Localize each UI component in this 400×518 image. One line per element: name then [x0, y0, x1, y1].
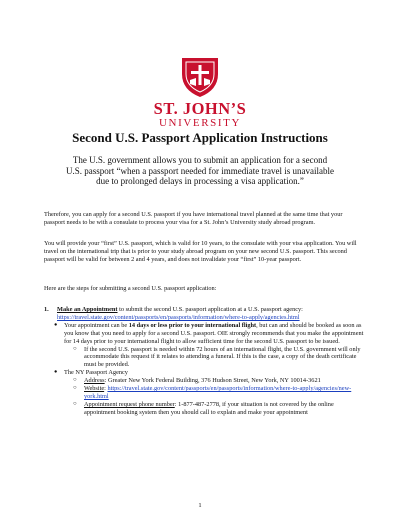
circle-bullet-icon: ○ — [73, 400, 77, 407]
circle-bullet-icon: ○ — [73, 345, 77, 352]
sub-bullet-72-hours — [73, 345, 364, 370]
circle-bullet-icon: ○ — [73, 385, 77, 392]
step-1-title: Make an Appointment — [57, 306, 118, 313]
bullet1-text-pre: Your appointment can be — [64, 321, 129, 329]
university-seal-icon — [178, 56, 222, 98]
sub-bullet-address — [73, 377, 364, 385]
agencies-link[interactable]: https://travel.state.gov/content/passports/en/passports/information/where-to-apply/agencies.html — [57, 313, 300, 321]
phone-label: Appointment request phone number — [84, 400, 175, 408]
address-text: : Greater New York Federal Building, 376 Hudson Street, New York, NY 10014-3621 — [104, 377, 321, 385]
wordmark-line1: ST. JOHN’S — [153, 99, 247, 118]
wordmark-line2: UNIVERSITY — [159, 117, 241, 129]
step-1-heading — [57, 306, 364, 322]
bullet-ny-agency — [54, 369, 364, 377]
paragraph-first-passport: You will provide your “first” U.S. passport, which is valid for 10 years, to the consulate with your visa application. You will travel on the international trip that is prior to your study abroad program on your new second U.S. passport. This second passport will be valid for between 2 and 4 years, and does not invalidate your “first” 10-year passport. — [44, 240, 357, 263]
intro-paragraph: The U.S. government allows you to submit an application for a second U.S. passport “when a passport needed for immediate travel is unavailable due to prolonged delays in processing a visa application.” — [66, 155, 334, 186]
step-1 — [57, 306, 364, 322]
page-number: 1 — [198, 502, 202, 509]
website-separator: : — [104, 385, 108, 393]
paragraph-steps-intro: Here are the steps for submitting a second U.S. passport application: — [44, 285, 217, 292]
ny-agency-link[interactable]: https://travel.state.gov/content/passports/en/passports/information/where-to-apply/agencies/new-york.html — [84, 385, 352, 400]
university-wordmark — [0, 100, 400, 130]
bullet1-bold: 14 days or less prior to your international flight — [128, 321, 257, 329]
sub-bullet-website — [73, 385, 364, 401]
sub-bullet-phone — [73, 400, 364, 417]
sub-bullet-text: If the second U.S. passport is needed within 72 hours of an international flight, the U.S. government will only accommodate this request if it relates to attending a funeral. If this is the case, a copy of the death certificate must be provided. — [84, 345, 361, 369]
bullet1-text-post: , but can and should be booked as soon as you know that you need to apply for a second U.S. passport. OIE strongly recommends that you make the appointment for 14 days prior to your international flight to allow sufficient time for the second U.S. passport to be issued. — [64, 321, 364, 345]
bullet-icon: ● — [54, 369, 58, 376]
paragraph-therefore: Therefore, you can apply for a second U.S. passport if you have international travel planned at the same time that your passport needs to be with a consulate to process your visa for a St. John’s University study abroad program. — [44, 211, 343, 226]
step-1-text: to submit the second U.S. passport application at a U.S. passport agency: — [117, 306, 303, 313]
step-number: 1. — [44, 306, 49, 313]
steps-list — [44, 306, 364, 417]
phone-text: : 1-877-487-2778, if your situation is not covered by the online appointment booking system then you should call to explain and make your appointment — [84, 400, 334, 416]
bullet-appointment-timing — [54, 321, 364, 346]
ny-agency-label: The NY Passport Agency — [64, 369, 128, 377]
document-title: Second U.S. Passport Application Instructions — [72, 130, 328, 145]
address-label: Address — [84, 377, 105, 385]
website-label: Website — [84, 385, 105, 393]
circle-bullet-icon: ○ — [73, 377, 77, 384]
bullet-icon: ● — [54, 321, 58, 328]
